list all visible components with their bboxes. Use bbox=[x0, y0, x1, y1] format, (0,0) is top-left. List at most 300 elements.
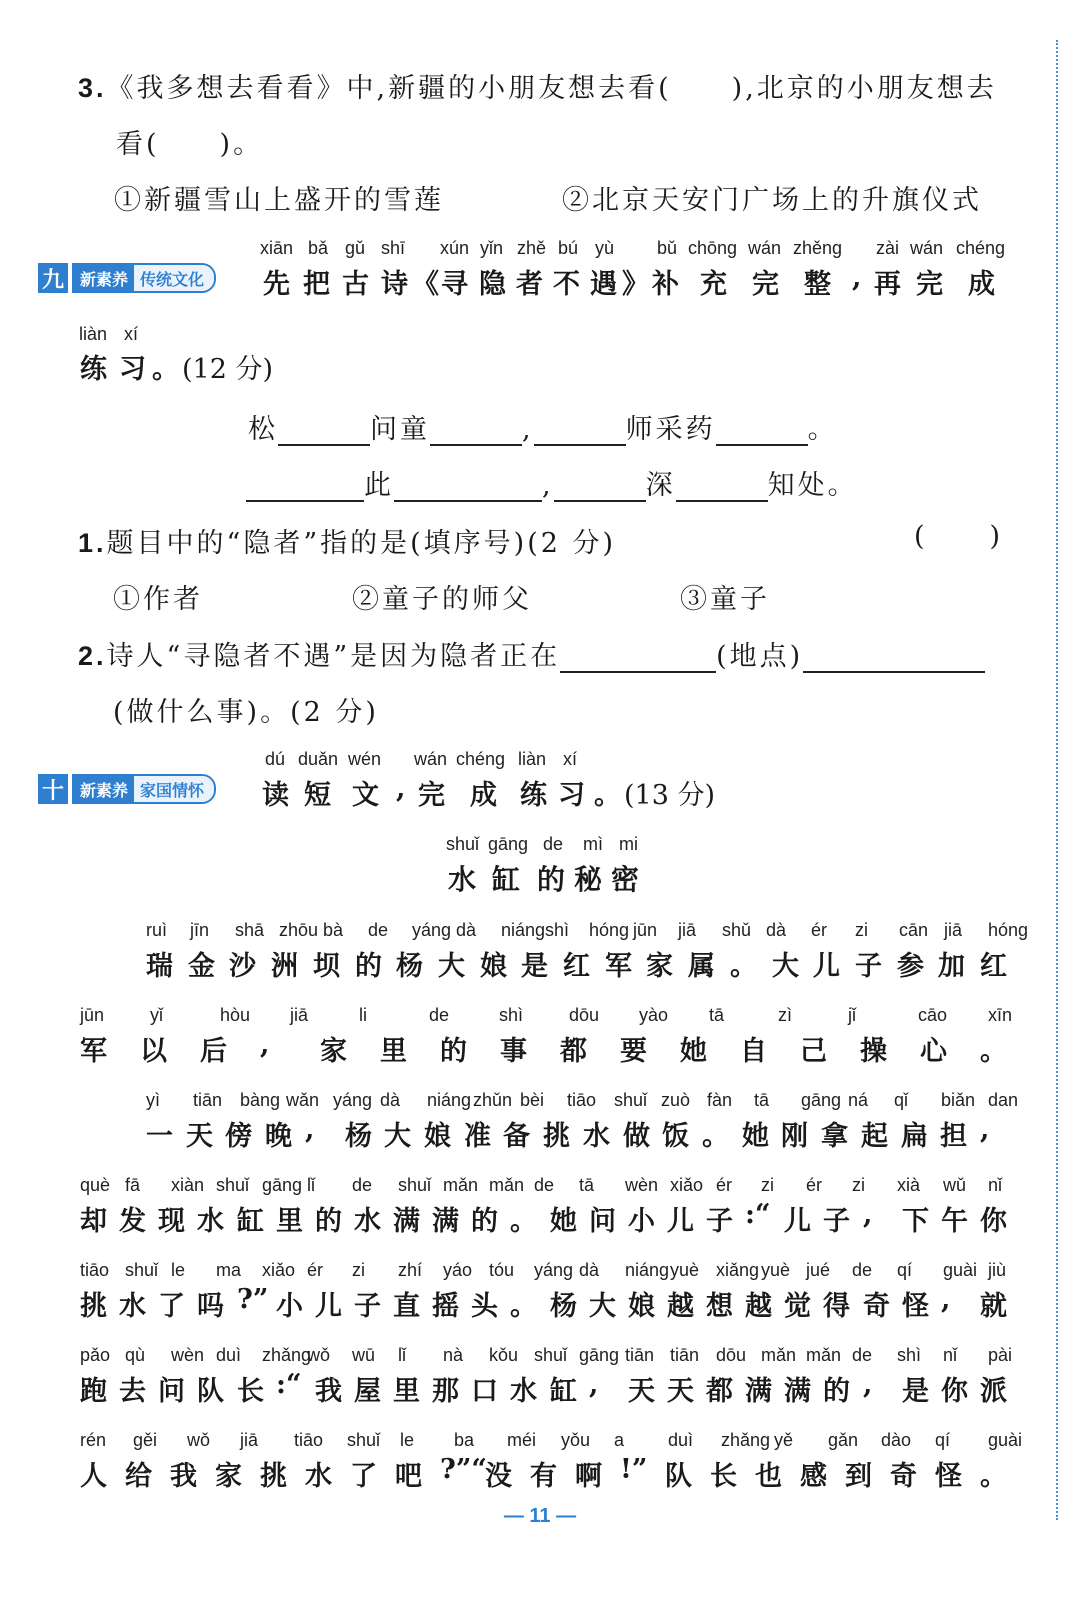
char: 。 bbox=[980, 1036, 1007, 1067]
pinyin: li bbox=[359, 1005, 367, 1025]
pinyin: yuè bbox=[670, 1260, 700, 1280]
poem-blank[interactable] bbox=[716, 416, 808, 446]
passage-title bbox=[0, 858, 1080, 894]
pinyin: dōu bbox=[569, 1005, 600, 1025]
poem-blank[interactable] bbox=[554, 472, 646, 502]
s9-q1-number: 1. bbox=[78, 528, 107, 558]
char: 发 bbox=[119, 1206, 146, 1237]
char: 也 bbox=[755, 1461, 782, 1492]
char: 口 bbox=[471, 1376, 498, 1407]
pinyin: xiǎng bbox=[716, 1260, 760, 1280]
char: 儿 bbox=[784, 1206, 811, 1237]
pinyin: niáng bbox=[625, 1260, 670, 1280]
char: 读 bbox=[262, 780, 289, 811]
poem-line-2 bbox=[246, 463, 858, 502]
char: 儿 bbox=[813, 951, 840, 982]
pinyin: jǐ bbox=[848, 1005, 856, 1025]
passage-pinyin-row bbox=[0, 1345, 1080, 1369]
char: 杨 bbox=[396, 951, 423, 982]
char: 娘 bbox=[628, 1291, 655, 1322]
title-pinyin-row bbox=[0, 834, 1080, 858]
pinyin: zài bbox=[876, 238, 900, 258]
pinyin: tā bbox=[579, 1175, 595, 1195]
pinyin: zhě bbox=[517, 238, 547, 258]
q3-line1 bbox=[78, 66, 997, 105]
char: 子 bbox=[823, 1206, 850, 1237]
char: 自 bbox=[740, 1036, 767, 1067]
pinyin: zi bbox=[352, 1260, 365, 1280]
char: , bbox=[589, 1369, 599, 1400]
char: 补 bbox=[652, 269, 679, 300]
poem-blank[interactable] bbox=[278, 416, 370, 446]
q3-number: 3. bbox=[78, 73, 107, 103]
char: 准 bbox=[464, 1121, 491, 1152]
pinyin: shuǐ bbox=[398, 1175, 432, 1195]
char: 操 bbox=[860, 1036, 887, 1067]
pinyin: bà bbox=[323, 920, 344, 940]
pinyin: dà bbox=[456, 920, 477, 940]
char: 吗 bbox=[197, 1291, 224, 1322]
pinyin: jūn bbox=[80, 1005, 105, 1025]
section9-score: (12 分) bbox=[182, 354, 274, 385]
char: 担 bbox=[940, 1121, 967, 1152]
s9-q2-blank-activity[interactable] bbox=[803, 643, 985, 673]
pinyin: yì bbox=[146, 1090, 161, 1110]
pinyin: bèi bbox=[520, 1090, 545, 1110]
pinyin: shuǐ bbox=[125, 1260, 159, 1280]
char: 长 bbox=[710, 1461, 737, 1492]
char: 军 bbox=[80, 1036, 107, 1067]
char: 屋 bbox=[354, 1376, 381, 1407]
char: 遇 bbox=[590, 269, 617, 300]
char: 大 bbox=[589, 1291, 616, 1322]
char: 小 bbox=[628, 1206, 655, 1237]
char: 金 bbox=[188, 951, 215, 982]
pinyin: yáng bbox=[333, 1090, 373, 1110]
pinyin: cāo bbox=[918, 1005, 948, 1025]
s9-q1 bbox=[78, 521, 616, 560]
s9-q2-blank-place[interactable] bbox=[560, 643, 716, 673]
pinyin: de bbox=[534, 1175, 555, 1195]
char: 里 bbox=[380, 1036, 407, 1067]
pinyin: dōu bbox=[716, 1345, 747, 1365]
char: 习 bbox=[119, 354, 146, 385]
char: 。 bbox=[510, 1291, 537, 1322]
s9-q2-line2: (做什么事)。(2 分) bbox=[113, 697, 379, 728]
s9-q1-text: 题目中的“隐者”指的是(填序号)(2 分) bbox=[106, 528, 617, 559]
char: 吧 bbox=[395, 1461, 422, 1492]
pinyin: gāng bbox=[579, 1345, 620, 1365]
char: 属 bbox=[688, 951, 715, 982]
pinyin: yuè bbox=[761, 1260, 791, 1280]
pinyin: de bbox=[543, 834, 564, 854]
pinyin: nǐ bbox=[943, 1345, 958, 1365]
char: 的 bbox=[471, 1206, 498, 1237]
char: :“ bbox=[276, 1369, 302, 1400]
char: 午 bbox=[941, 1206, 968, 1237]
char: 里 bbox=[276, 1206, 303, 1237]
char: 天 bbox=[628, 1376, 655, 1407]
char: 完 bbox=[418, 780, 445, 811]
pinyin: zi bbox=[855, 920, 868, 940]
pinyin: jiā bbox=[944, 920, 963, 940]
char: 下 bbox=[902, 1206, 929, 1237]
pinyin: guài bbox=[943, 1260, 978, 1280]
char: 洲 bbox=[271, 951, 298, 982]
pinyin: xià bbox=[897, 1175, 921, 1195]
pinyin: le bbox=[171, 1260, 186, 1280]
pinyin: duì bbox=[216, 1345, 242, 1365]
char: 要 bbox=[620, 1036, 647, 1067]
pinyin: shī bbox=[381, 238, 406, 258]
passage-pinyin-row bbox=[0, 1090, 1080, 1114]
char: 问 bbox=[158, 1376, 185, 1407]
section9-instruction-row-1 bbox=[0, 262, 1080, 298]
char: 古 bbox=[342, 269, 369, 300]
char: 子 bbox=[855, 951, 882, 982]
char: 扁 bbox=[901, 1121, 928, 1152]
pinyin: dan bbox=[988, 1090, 1019, 1110]
char: 怪 bbox=[902, 1291, 929, 1322]
pinyin: yǐ bbox=[150, 1005, 163, 1025]
pinyin: dà bbox=[579, 1260, 600, 1280]
char: 天 bbox=[186, 1121, 213, 1152]
pinyin: ér bbox=[307, 1260, 324, 1280]
char: 坝 bbox=[313, 951, 340, 982]
char: 不 bbox=[553, 269, 580, 300]
pinyin: shuǐ bbox=[347, 1430, 381, 1450]
pinyin: bàng bbox=[240, 1090, 281, 1110]
pinyin: bú bbox=[558, 238, 579, 258]
char: 练 bbox=[520, 780, 547, 811]
pinyin: yáng bbox=[534, 1260, 574, 1280]
char: :“ bbox=[745, 1199, 771, 1230]
pinyin: yě bbox=[774, 1430, 794, 1450]
s9-q2-place-label: (地点) bbox=[716, 641, 804, 672]
char: 了 bbox=[158, 1291, 185, 1322]
pinyin: tā bbox=[754, 1090, 770, 1110]
char: 水 bbox=[583, 1121, 610, 1152]
passage-pinyin-row bbox=[0, 1260, 1080, 1284]
char: 的 bbox=[440, 1036, 467, 1067]
pinyin: hóng bbox=[589, 920, 630, 940]
pinyin: yào bbox=[639, 1005, 669, 1025]
char: 家 bbox=[646, 951, 673, 982]
char: 事 bbox=[500, 1036, 527, 1067]
char: 《 bbox=[412, 269, 439, 300]
q3-text-a: 《我多想去看看》中,新疆的小朋友想去看( bbox=[106, 73, 672, 104]
poem-text: 。 bbox=[807, 414, 838, 445]
char: 饭 bbox=[662, 1121, 689, 1152]
char: 杨 bbox=[550, 1291, 577, 1322]
char: 就 bbox=[980, 1291, 1007, 1322]
char: 里 bbox=[393, 1376, 420, 1407]
char: 问 bbox=[589, 1206, 616, 1237]
char: 她 bbox=[550, 1206, 577, 1237]
char: 刚 bbox=[781, 1121, 808, 1152]
pinyin: jiā bbox=[678, 920, 697, 940]
char: 成 bbox=[968, 269, 995, 300]
char: 再 bbox=[874, 269, 901, 300]
char: 现 bbox=[158, 1206, 185, 1237]
pinyin: méi bbox=[507, 1430, 537, 1450]
char: 的 bbox=[315, 1206, 342, 1237]
char: 她 bbox=[742, 1121, 769, 1152]
pinyin: mǎn bbox=[443, 1175, 479, 1195]
pinyin: gǎn bbox=[828, 1430, 859, 1450]
section9-pinyin-row-2 bbox=[0, 324, 1080, 348]
pinyin: de bbox=[429, 1005, 450, 1025]
char: 诗 bbox=[381, 269, 408, 300]
s9-q1-option-2: ②童子的师父 bbox=[352, 584, 532, 615]
pinyin: fàn bbox=[707, 1090, 733, 1110]
pinyin: tóu bbox=[489, 1260, 515, 1280]
pinyin: chéng bbox=[956, 238, 1006, 258]
passage-text-row bbox=[0, 1114, 1080, 1150]
pinyin: mǎn bbox=[806, 1345, 842, 1365]
pinyin: le bbox=[400, 1430, 415, 1450]
char: 挑 bbox=[543, 1121, 570, 1152]
char: 练 bbox=[80, 354, 107, 385]
pinyin: shì bbox=[499, 1005, 524, 1025]
char: 摇 bbox=[432, 1291, 459, 1322]
char: 红 bbox=[563, 951, 590, 982]
char: 觉 bbox=[784, 1291, 811, 1322]
pinyin: biǎn bbox=[941, 1090, 976, 1110]
pinyin: tiān bbox=[670, 1345, 700, 1365]
pinyin: de bbox=[852, 1260, 873, 1280]
pinyin: xiǎo bbox=[670, 1175, 704, 1195]
pinyin: a bbox=[614, 1430, 625, 1450]
char: 水 bbox=[510, 1376, 537, 1407]
page-number: — 11 — bbox=[503, 1505, 577, 1527]
passage-text-row bbox=[0, 1369, 1080, 1405]
pinyin: kǒu bbox=[489, 1345, 519, 1365]
char: ?” bbox=[237, 1284, 269, 1315]
char: 得 bbox=[823, 1291, 850, 1322]
pinyin: jiā bbox=[290, 1005, 309, 1025]
pinyin: zhěng bbox=[793, 238, 843, 258]
pinyin: pǎo bbox=[80, 1345, 111, 1365]
s9-q1-answer-box[interactable] bbox=[914, 521, 1003, 552]
char: 参 bbox=[897, 951, 924, 982]
paren-open: ( bbox=[914, 521, 928, 552]
pinyin: jūn bbox=[633, 920, 658, 940]
pinyin: bǔ bbox=[657, 238, 678, 258]
pinyin: ná bbox=[848, 1090, 869, 1110]
pinyin: qí bbox=[935, 1430, 951, 1450]
char: , bbox=[863, 1199, 873, 1230]
char: 心 bbox=[920, 1036, 947, 1067]
pinyin: tiāo bbox=[80, 1260, 110, 1280]
section9-pinyin-row-1 bbox=[0, 238, 1080, 262]
pinyin: xiǎo bbox=[262, 1260, 296, 1280]
char: ?”“ bbox=[440, 1454, 487, 1485]
char: 隐 bbox=[479, 269, 506, 300]
pinyin: shì bbox=[545, 920, 570, 940]
q3-text-d: )。 bbox=[219, 129, 264, 160]
pinyin: wèn bbox=[171, 1345, 205, 1365]
pinyin: ér bbox=[811, 920, 828, 940]
char: 子 bbox=[706, 1206, 733, 1237]
char: 满 bbox=[745, 1376, 772, 1407]
pinyin: de bbox=[368, 920, 389, 940]
pinyin: ér bbox=[716, 1175, 733, 1195]
char: 以 bbox=[140, 1036, 167, 1067]
char: 都 bbox=[560, 1036, 587, 1067]
char: 你 bbox=[980, 1206, 1007, 1237]
char: 那 bbox=[432, 1376, 459, 1407]
pinyin: xún bbox=[440, 238, 470, 258]
pinyin: lǐ bbox=[307, 1175, 315, 1195]
char: 。 bbox=[152, 354, 179, 385]
pinyin: liàn bbox=[518, 749, 547, 769]
char: 。 bbox=[980, 1461, 1007, 1492]
pinyin: shā bbox=[235, 920, 265, 940]
char: 文 bbox=[352, 780, 379, 811]
char: 头 bbox=[471, 1291, 498, 1322]
char: 加 bbox=[938, 951, 965, 982]
pinyin: gāng bbox=[801, 1090, 842, 1110]
char: 我 bbox=[315, 1376, 342, 1407]
section9-instruction-row-2 bbox=[0, 347, 1080, 383]
pinyin: ma bbox=[216, 1260, 242, 1280]
char: 家 bbox=[215, 1461, 242, 1492]
pinyin: wán bbox=[414, 749, 448, 769]
pinyin: tiāo bbox=[567, 1090, 597, 1110]
pinyin: zuò bbox=[661, 1090, 691, 1110]
passage-text-row bbox=[0, 944, 1080, 980]
poem-blank[interactable] bbox=[534, 416, 626, 446]
pinyin: jiā bbox=[240, 1430, 259, 1450]
pinyin: xīn bbox=[988, 1005, 1013, 1025]
pinyin: yù bbox=[595, 238, 615, 258]
char: 天 bbox=[667, 1376, 694, 1407]
pinyin: zhōu bbox=[279, 920, 319, 940]
char: 水 bbox=[197, 1206, 224, 1237]
char: , bbox=[980, 1114, 990, 1145]
char: 先 bbox=[263, 269, 290, 300]
pinyin: zi bbox=[761, 1175, 774, 1195]
pinyin: tiāo bbox=[294, 1430, 324, 1450]
pinyin: niáng bbox=[501, 920, 546, 940]
pinyin: qí bbox=[897, 1260, 913, 1280]
section10-score: (13 分) bbox=[624, 780, 716, 811]
pinyin: fā bbox=[125, 1175, 141, 1195]
pinyin: pài bbox=[988, 1345, 1013, 1365]
char: 寻 bbox=[441, 269, 468, 300]
q3-option-2: ②北京天安门广场上的升旗仪式 bbox=[562, 185, 982, 216]
pinyin: zhǎng bbox=[721, 1430, 771, 1450]
char: 是 bbox=[902, 1376, 929, 1407]
title-char: 的 bbox=[537, 863, 566, 896]
char: 奇 bbox=[863, 1291, 890, 1322]
pinyin: dào bbox=[881, 1430, 912, 1450]
pinyin: tiān bbox=[625, 1345, 655, 1365]
passage-text-row bbox=[0, 1284, 1080, 1320]
char: 。 bbox=[510, 1206, 537, 1237]
pinyin: dú bbox=[265, 749, 286, 769]
char: 想 bbox=[706, 1291, 733, 1322]
pinyin: mǎn bbox=[761, 1345, 797, 1365]
pinyin: nǐ bbox=[988, 1175, 1003, 1195]
section10-number: 十 bbox=[38, 774, 68, 804]
pinyin: gāng bbox=[262, 1175, 303, 1195]
char: 起 bbox=[861, 1121, 888, 1152]
char: 军 bbox=[605, 951, 632, 982]
char: 家 bbox=[320, 1036, 347, 1067]
pinyin: nà bbox=[443, 1345, 464, 1365]
char: 水 bbox=[354, 1206, 381, 1237]
poem-blank[interactable] bbox=[430, 416, 522, 446]
pinyin: shì bbox=[897, 1345, 922, 1365]
char: 》 bbox=[622, 269, 649, 300]
pinyin: wén bbox=[348, 749, 382, 769]
char: 挑 bbox=[80, 1291, 107, 1322]
pinyin: jué bbox=[806, 1260, 831, 1280]
char: 啊 bbox=[575, 1461, 602, 1492]
poem-blank[interactable] bbox=[394, 472, 542, 502]
char: 短 bbox=[304, 780, 331, 811]
pinyin: zhǎng bbox=[262, 1345, 312, 1365]
poem-text: 深 bbox=[645, 470, 676, 501]
char: 却 bbox=[80, 1206, 107, 1237]
s9-q2-line1 bbox=[78, 634, 985, 673]
char: 一 bbox=[146, 1121, 173, 1152]
pinyin: zi bbox=[852, 1175, 865, 1195]
char: 水 bbox=[119, 1291, 146, 1322]
pinyin: shuǐ bbox=[614, 1090, 648, 1110]
s9-q2-number: 2. bbox=[78, 641, 107, 671]
title-char: 水 bbox=[448, 863, 477, 896]
pinyin: zhǔn bbox=[473, 1090, 513, 1110]
pinyin: xiān bbox=[260, 238, 294, 258]
pinyin: wǒ bbox=[187, 1430, 211, 1450]
char: 队 bbox=[665, 1461, 692, 1492]
pinyin: wán bbox=[910, 238, 944, 258]
char: 直 bbox=[393, 1291, 420, 1322]
char: 娘 bbox=[424, 1121, 451, 1152]
pinyin: yǐn bbox=[480, 238, 504, 258]
poem-blank[interactable] bbox=[676, 472, 768, 502]
pinyin: mì bbox=[583, 834, 603, 854]
char: 越 bbox=[745, 1291, 772, 1322]
char: 儿 bbox=[315, 1291, 342, 1322]
char: 瑞 bbox=[146, 951, 173, 982]
section10-tag-a: 新素养 bbox=[74, 776, 134, 802]
pinyin: rén bbox=[80, 1430, 107, 1450]
pinyin: xí bbox=[124, 324, 139, 344]
title-char: 秘 bbox=[574, 863, 603, 896]
pinyin: niáng bbox=[427, 1090, 472, 1110]
poem-blank[interactable] bbox=[246, 472, 364, 502]
char: 长 bbox=[237, 1376, 264, 1407]
paren-close: ) bbox=[989, 521, 1004, 552]
char: 把 bbox=[303, 269, 330, 300]
char: 的 bbox=[823, 1376, 850, 1407]
pinyin: bǎ bbox=[308, 238, 329, 258]
char: 做 bbox=[623, 1121, 650, 1152]
char: 的 bbox=[355, 951, 382, 982]
poem-text: 师采药 bbox=[625, 414, 716, 445]
pinyin: shuǐ bbox=[216, 1175, 250, 1195]
char: 傍 bbox=[225, 1121, 252, 1152]
pinyin: yáng bbox=[412, 920, 452, 940]
char: 满 bbox=[432, 1206, 459, 1237]
char: 备 bbox=[503, 1121, 530, 1152]
char: 都 bbox=[706, 1376, 733, 1407]
poem-text: 知处。 bbox=[767, 470, 858, 501]
